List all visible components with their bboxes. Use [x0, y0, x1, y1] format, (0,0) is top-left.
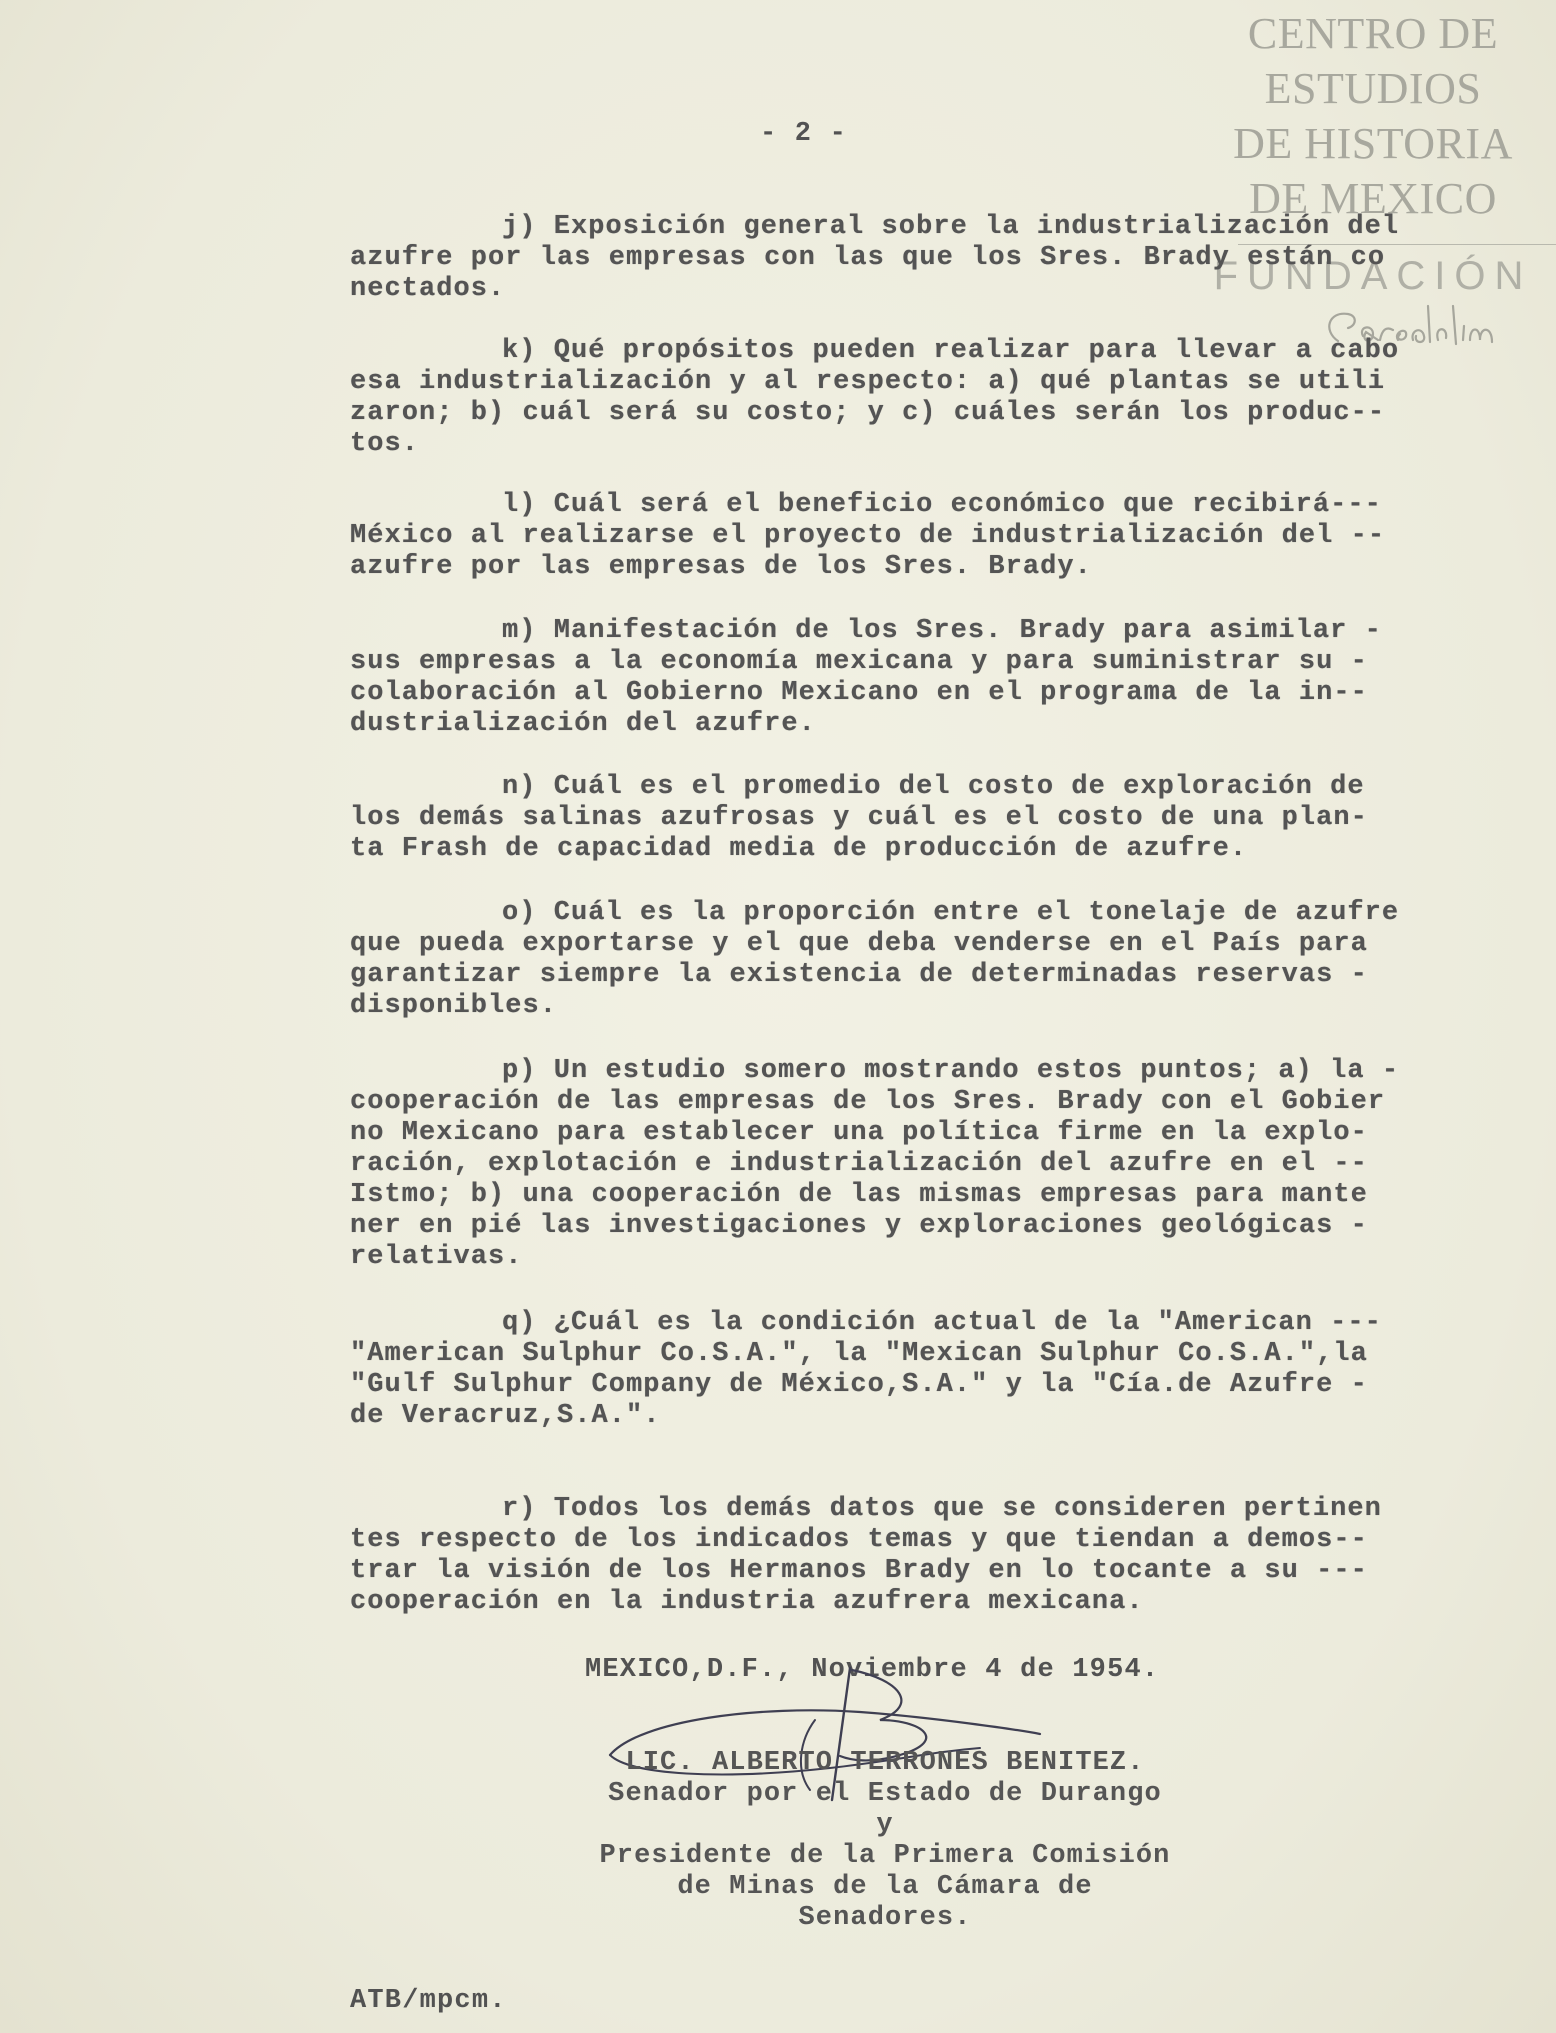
- signatory-role: de Minas de la Cámara de: [677, 1872, 1093, 1902]
- watermark-line: CENTRO DE: [1247, 9, 1499, 58]
- text-line: tes respecto de los indicados temas y que tiendan a demos--: [350, 1525, 1368, 1555]
- signatory-role: Presidente de la Primera Comisión: [599, 1841, 1171, 1871]
- text-line: ración, explotación e industrialización del azufre en el --: [350, 1149, 1368, 1179]
- watermark-line: DE MEXICO: [1249, 174, 1497, 223]
- archive-watermark: [1208, 6, 1538, 298]
- text-line: j) Exposición general sobre la industrialización del: [502, 212, 1400, 242]
- text-line: "American Sulphur Co.S.A.", la "Mexican Sulphur Co.S.A.",la: [350, 1339, 1368, 1369]
- text-line: dustrialización del azufre.: [350, 709, 816, 739]
- reference-initials: ATB/mpcm.: [350, 1986, 507, 2016]
- paragraph-j: [350, 212, 1470, 305]
- text-line: relativas.: [350, 1242, 523, 1272]
- text-line: Istmo; b) una cooperación de las mismas empresas para mante: [350, 1180, 1368, 1210]
- text-line: que pueda exportarse y el que deba venderse en el País para: [350, 929, 1368, 959]
- text-line: zaron; b) cuál será su costo; y c) cuáles serán los produc--: [350, 398, 1386, 428]
- text-line: "Gulf Sulphur Company de México,S.A." y la "Cía.de Azufre -: [350, 1370, 1368, 1400]
- text-line: esa industrialización y al respecto: a) qué plantas se utili: [350, 367, 1386, 397]
- signature-block: [565, 1748, 1205, 1934]
- signatory-role: Senadores.: [798, 1903, 972, 1933]
- text-line: azufre por las empresas de los Sres. Brady.: [350, 552, 1092, 582]
- watermark-fundacion: FUNDACIÓN: [1213, 254, 1533, 298]
- text-line: nectados.: [350, 274, 506, 304]
- paragraph-o: [350, 898, 1470, 1022]
- paragraph-k: [350, 336, 1470, 460]
- paragraph-m: [350, 616, 1470, 740]
- text-line: o) Cuál es la proporción entre el tonelaje de azufre: [502, 898, 1400, 928]
- text-line: cooperación en la industria azufrera mexicana.: [350, 1587, 1144, 1617]
- text-line: sus empresas a la economía mexicana y para suministrar su -: [350, 647, 1368, 677]
- text-line: l) Cuál será el beneficio económico que recibirá---: [502, 490, 1382, 520]
- page-number: - 2 -: [760, 119, 848, 149]
- text-line: tos.: [350, 429, 420, 459]
- text-line: k) Qué propósitos pueden realizar para llevar a cabo: [502, 336, 1400, 366]
- text-line: los demás salinas azufrosas y cuál es el costo de una plan-: [350, 803, 1368, 833]
- text-line: m) Manifestación de los Sres. Brady para asimilar -: [502, 616, 1382, 646]
- text-line: disponibles.: [350, 991, 558, 1021]
- signatory-name: LIC. ALBERTO TERRONES BENITEZ.: [625, 1748, 1145, 1778]
- paragraph-n: [350, 772, 1470, 865]
- text-line: cooperación de las empresas de los Sres. Brady con el Gobier: [350, 1087, 1386, 1117]
- text-line: r) Todos los demás datos que se consideren pertinen: [502, 1494, 1382, 1524]
- text-line: ta Frash de capacidad media de producción de azufre.: [350, 834, 1248, 864]
- text-line: ner en pié las investigaciones y exploraciones geológicas -: [350, 1211, 1368, 1241]
- paragraph-p: [350, 1056, 1470, 1273]
- signatory-title: Senador por el Estado de Durango: [608, 1779, 1162, 1809]
- watermark-line: ESTUDIOS: [1264, 64, 1482, 113]
- signatory-conjunction: y: [876, 1810, 894, 1840]
- text-line: q) ¿Cuál es la condición actual de la "American ---: [502, 1308, 1382, 1338]
- text-line: no Mexicano para establecer una política firme en la explo-: [350, 1118, 1368, 1148]
- text-line: colaboración al Gobierno Mexicano en el programa de la in--: [350, 678, 1368, 708]
- text-line: México al realizarse el proyecto de industrialización del --: [350, 521, 1386, 551]
- paragraph-l: [350, 490, 1470, 583]
- watermark-line: DE HISTORIA: [1233, 119, 1513, 168]
- text-line: p) Un estudio somero mostrando estos puntos; a) la -: [502, 1056, 1400, 1086]
- text-line: trar la visión de los Hermanos Brady en lo tocante a su ---: [350, 1556, 1368, 1586]
- text-line: garantizar siempre la existencia de determinadas reservas -: [350, 960, 1368, 990]
- text-line: azufre por las empresas con las que los Sres. Brady están co: [350, 243, 1386, 273]
- text-line: n) Cuál es el promedio del costo de exploración de: [502, 772, 1365, 802]
- text-line: de Veracruz,S.A.".: [350, 1401, 661, 1431]
- paragraph-q: [350, 1308, 1470, 1432]
- place-and-date: MEXICO,D.F., Noviembre 4 de 1954.: [585, 1655, 1160, 1685]
- paragraph-r: [350, 1494, 1470, 1618]
